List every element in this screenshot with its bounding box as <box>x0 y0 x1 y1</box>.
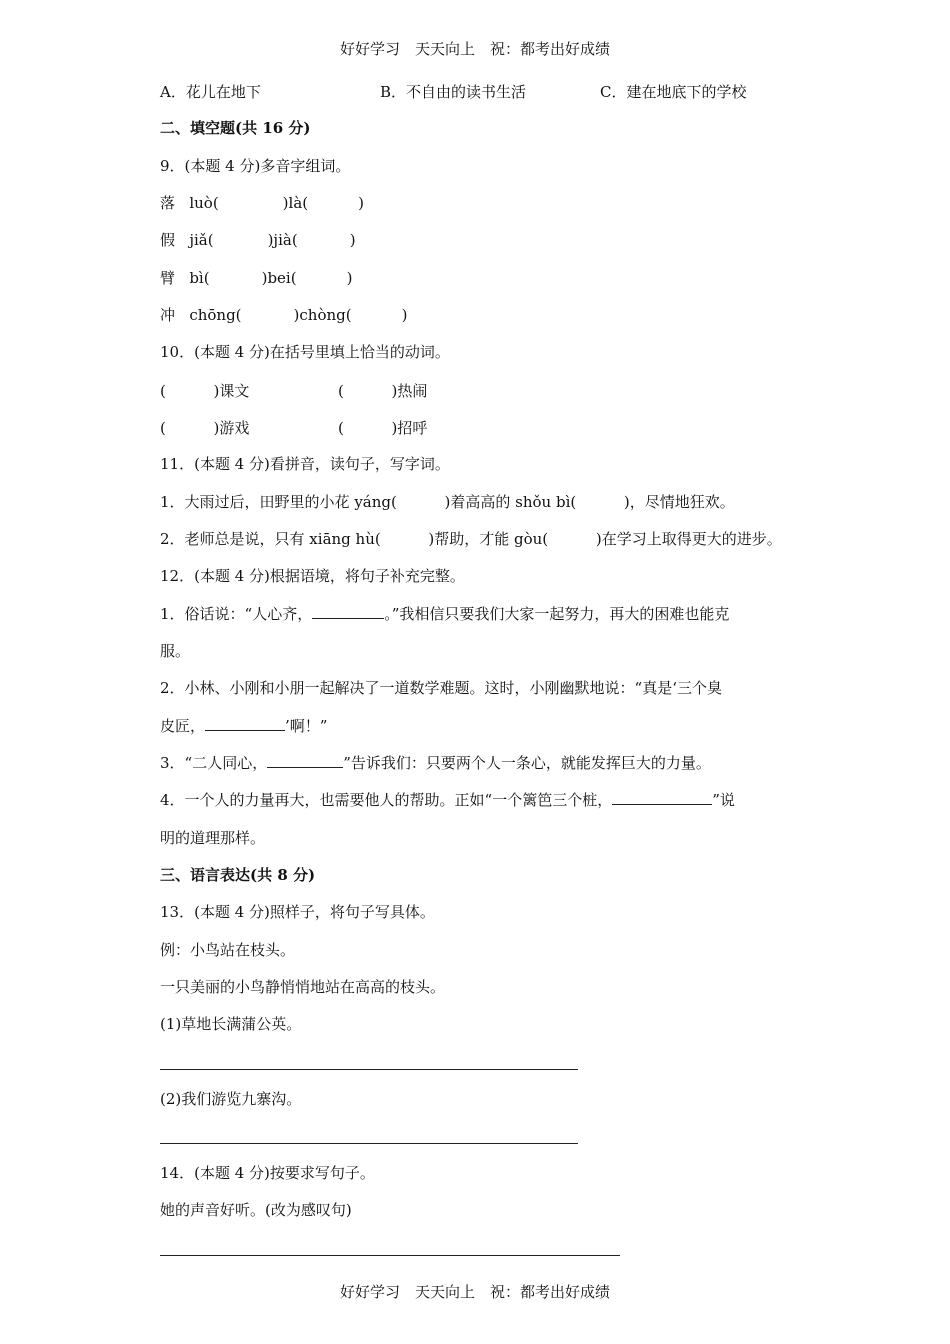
q14-stem: 14．(本题 4 分)按要求写句子。 <box>160 1164 375 1182</box>
q12-text: 3．“二人同心， <box>160 754 268 772</box>
q12-text: 4．一个人的力量再大，也需要他人的帮助。正如“一个篱笆三个桩， <box>160 791 613 809</box>
q12-text: ’啊！” <box>285 717 328 735</box>
q11-stem: 11．(本题 4 分)看拼音，读句子，写字词。 <box>160 455 450 473</box>
q11-sentence-1: 1．大雨过后，田野里的小花 yáng( )着高高的 shǒu bì( )，尽情地狂欢。 <box>160 493 735 511</box>
q9-close-paren: ) <box>401 306 408 324</box>
q9-close-paren: ) <box>349 231 356 249</box>
q9-row-chong <box>160 305 407 325</box>
q9-pinyin-1: bì( <box>189 269 210 287</box>
q9-pinyin-2: )là( <box>282 194 309 212</box>
fill-blank[interactable] <box>612 790 712 805</box>
q12-text: 。”我相信只要我们大家一起努力，再大的困难也能克 <box>384 605 730 623</box>
page-footer: 好好学习 天天向上 祝：都考出好成绩 <box>339 1283 610 1301</box>
q12-sentence-2-cont <box>160 716 327 736</box>
q9-char: 落 <box>160 194 176 212</box>
q9-char: 冲 <box>160 306 176 324</box>
q9-pinyin-1: chōng( <box>189 306 242 324</box>
fill-blank[interactable] <box>312 604 384 619</box>
q12-sentence-4 <box>160 790 735 810</box>
section3-title: 三、语言表达(共 8 分) <box>160 866 316 884</box>
q9-close-paren: ) <box>358 194 364 212</box>
q13-example-label: 例：小鸟站在枝头。 <box>160 941 296 959</box>
q11-sentence-2: 2．老师总是说，只有 xiāng hù( )帮助，才能 gòu( )在学习上取得更大的进步。 <box>160 530 782 548</box>
q10-item: ( )课文 <box>160 382 250 400</box>
q9-char: 假 <box>160 231 176 249</box>
q13-prompt-1: (1)草地长满蒲公英。 <box>160 1015 302 1033</box>
page-header: 好好学习 天天向上 祝：都考出好成绩 <box>339 40 610 58</box>
q8-option-b: B．不自由的读书生活 <box>380 83 527 101</box>
q12-text: ”告诉我们：只要两个人一条心，就能发挥巨大的力量。 <box>343 754 711 772</box>
q12-sentence-4-cont: 明的道理那样。 <box>160 829 266 847</box>
q9-pinyin-2: )bei( <box>261 269 297 287</box>
q9-pinyin-2: )jià( <box>267 231 298 249</box>
q9-close-paren: ) <box>346 269 353 287</box>
q10-stem: 10．(本题 4 分)在括号里填上恰当的动词。 <box>160 343 450 361</box>
q12-stem: 12．(本题 4 分)根据语境，将句子补充完整。 <box>160 567 465 585</box>
answer-line[interactable] <box>160 1255 620 1256</box>
q9-row-luo <box>160 193 364 213</box>
answer-line[interactable] <box>160 1069 578 1070</box>
q13-prompt-2: (2)我们游览九寨沟。 <box>160 1090 302 1108</box>
q9-pinyin-1: jiǎ( <box>189 231 214 249</box>
q13-stem: 13．(本题 4 分)照样子，将句子写具体。 <box>160 903 435 921</box>
q12-text: ”说 <box>712 791 735 809</box>
q10-item: ( )招呼 <box>338 419 428 437</box>
section2-title: 二、填空题(共 16 分) <box>160 119 311 137</box>
q9-row-bi <box>160 268 352 288</box>
q12-sentence-1 <box>160 604 729 624</box>
q10-item: ( )游戏 <box>160 419 250 437</box>
q9-pinyin-2: )chòng( <box>293 306 352 324</box>
q9-pinyin-1: luò( <box>189 194 219 212</box>
q9-stem: 9．(本题 4 分)多音字组词。 <box>160 157 351 175</box>
q14-prompt-1: 她的声音好听。(改为感叹句) <box>160 1201 352 1219</box>
q9-char: 臂 <box>160 269 176 287</box>
q8-option-c: C．建在地底下的学校 <box>600 83 747 101</box>
q12-sentence-3 <box>160 753 711 773</box>
fill-blank[interactable] <box>205 716 285 731</box>
q13-example-answer: 一只美丽的小鸟静悄悄地站在高高的枝头。 <box>160 978 446 996</box>
fill-blank[interactable] <box>267 753 343 768</box>
q12-sentence-1-cont: 服。 <box>160 642 191 660</box>
q12-text: 1．俗话说：“人心齐， <box>160 605 313 623</box>
q9-row-jia <box>160 230 356 250</box>
q12-text: 皮匠， <box>160 717 206 735</box>
answer-line[interactable] <box>160 1143 578 1144</box>
q8-option-a: A．花儿在地下 <box>160 83 261 101</box>
q12-sentence-2: 2．小林、小刚和小朋一起解决了一道数学难题。这时，小刚幽默地说：“真是‘三个臭 <box>160 679 722 697</box>
q10-item: ( )热闹 <box>338 382 428 400</box>
